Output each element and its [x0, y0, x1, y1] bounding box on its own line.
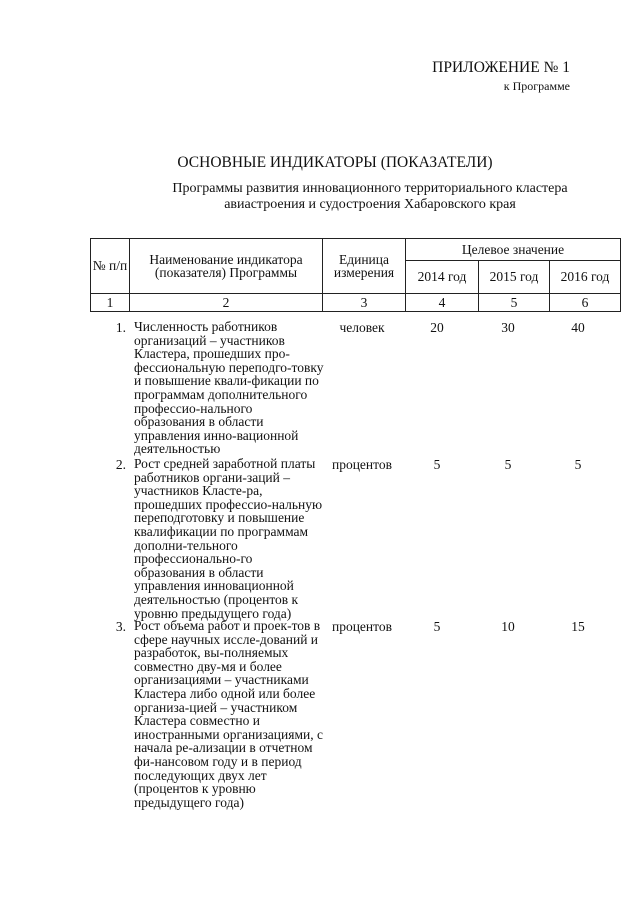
appendix-subtitle: к Программе — [503, 79, 570, 93]
column-number: 2 — [130, 294, 323, 312]
appendix-title: ПРИЛОЖЕНИЕ № 1 — [432, 59, 570, 76]
column-number: 4 — [406, 294, 479, 312]
row-value-2016: 15 — [571, 619, 585, 634]
row-description: Численность работников организаций – участников Кластера, прошедших про-фессиональную переподго-товку и повышение квали-фикации по программам дополнительного профессио-нального образования в области управления инно-вационной деятельностью — [134, 319, 324, 457]
row-value-2014: 20 — [430, 320, 444, 335]
header-target: Целевое значение — [406, 239, 621, 261]
document-subtitle: Программы развития инновационного территориального кластера авиастроения и судостроения Хабаровского края — [172, 181, 568, 212]
column-number: 5 — [479, 294, 550, 312]
header-year-2016: 2016 год — [550, 261, 621, 294]
row-value-2015: 10 — [501, 619, 515, 634]
column-number: 3 — [323, 294, 406, 312]
row-number: 1. — [115, 320, 126, 335]
header-name: Наименование индикатора (показателя) Программы — [130, 239, 323, 294]
indicators-table-header — [90, 238, 621, 312]
header-year-2015: 2015 год — [479, 261, 550, 294]
row-value-2015: 30 — [501, 320, 515, 335]
appendix-block — [432, 58, 570, 94]
row-unit: человек — [339, 320, 385, 335]
row-number: 2. — [115, 457, 126, 472]
row-description: Рост средней заработной платы работников органи-заций – участников Класте-ра, прошедших профессио-нальную переподготовку и повышение квалификации по программам дополни-тельного профессионально-го образования в области управления инновационной деятельностью (процентов к уровню предыдущего года) — [134, 456, 323, 621]
row-value-2016: 5 — [574, 457, 582, 472]
row-number: 3. — [115, 619, 126, 634]
row-value-2016: 40 — [571, 320, 585, 335]
header-num: № п/п — [91, 239, 130, 294]
row-description: Рост объема работ и проек-тов в сфере научных иссле-дований и разработок, вы-полняемых совместно дву-мя и более организациями – участниками Кластера либо одной или более организа-цией – участником Кластера совместно и иностранными организациями, с начала ре-ализации в отчетном фи-нансовом году и в период последующих двух лет (процентов к уровню предыдущего года) — [134, 618, 323, 810]
column-number: 1 — [91, 294, 130, 312]
column-number: 6 — [550, 294, 621, 312]
document-heading — [0, 153, 640, 213]
row-unit: процентов — [331, 457, 392, 472]
header-year-2014: 2014 год — [406, 261, 479, 294]
row-value-2015: 5 — [504, 457, 512, 472]
row-value-2014: 5 — [433, 457, 441, 472]
row-value-2014: 5 — [433, 619, 441, 634]
header-unit: Единица измерения — [323, 239, 406, 294]
row-unit: процентов — [331, 619, 392, 634]
document-title: ОСНОВНЫЕ ИНДИКАТОРЫ (ПОКАЗАТЕЛИ) — [177, 154, 493, 171]
